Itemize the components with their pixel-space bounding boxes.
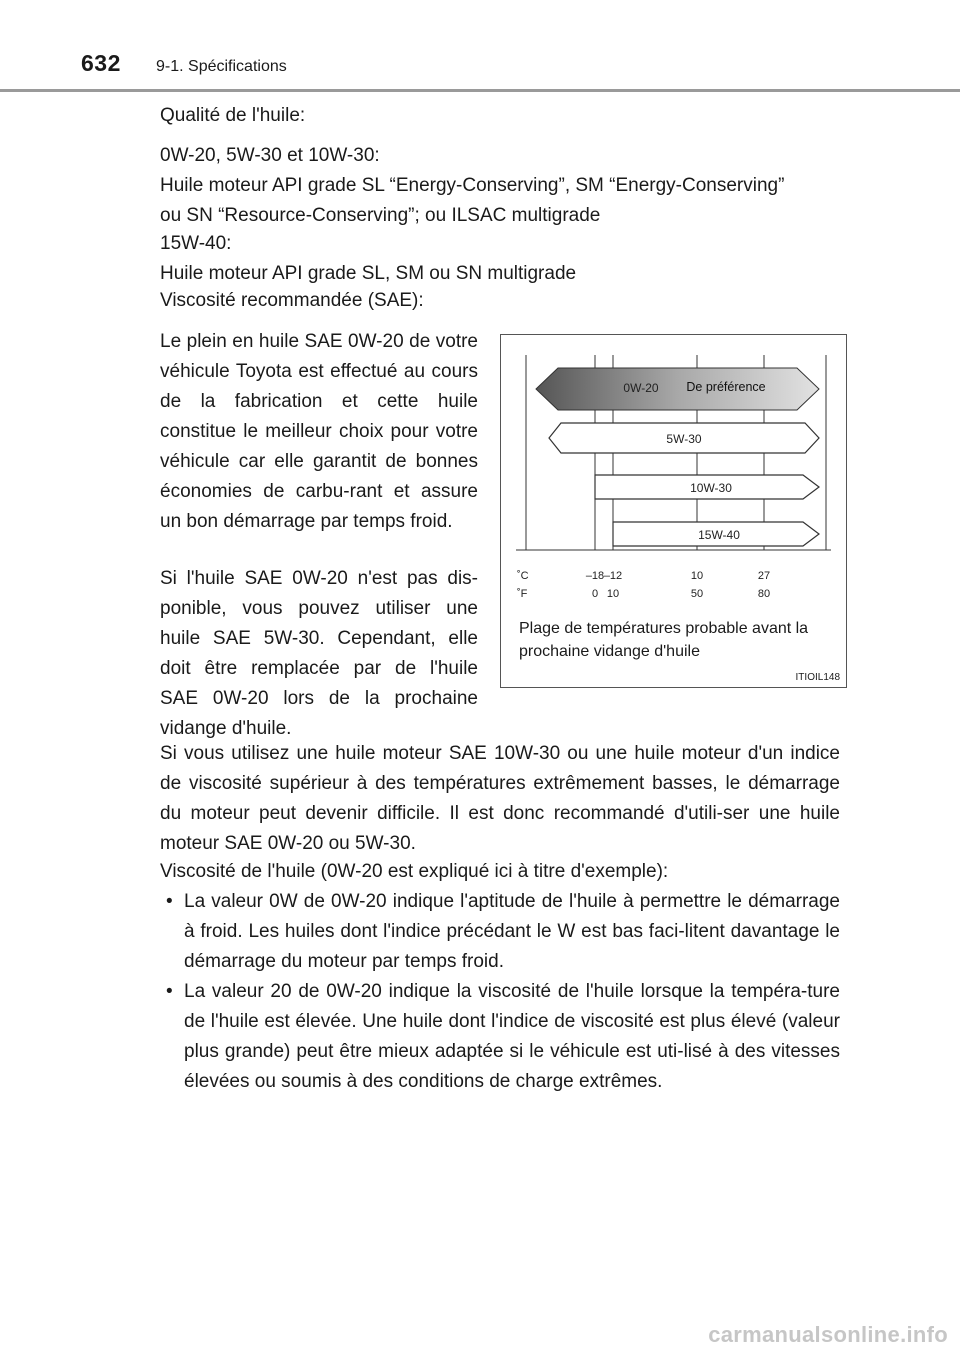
- grades-0w20-line-2: ou SN “Resource-Conserving”; ou ILSAC multigrade: [160, 205, 601, 226]
- celsius-tick-minus12: –12: [603, 570, 623, 582]
- grades-0w20-block: [160, 141, 840, 231]
- grades-0w20-title: 0W-20, 5W-30 et 10W-30:: [160, 145, 380, 166]
- bullet-text-0w: La valeur 0W de 0W-20 indique l'aptitude de l'huile à permettre le démarrage à froid. Les huiles dont l'indice précédant le W est bas faci-litent davantage le démarrage du moteur par temps froid.: [184, 891, 840, 972]
- celsius-axis: [517, 570, 770, 582]
- bar-15w40-label: 15W-40: [698, 528, 740, 542]
- celsius-tick-minus18: –18: [585, 570, 605, 582]
- bullet-text-20: La valeur 20 de 0W-20 indique la viscosité de l'huile lorsque la tempéra-ture de l'huile est élevée. Une huile dont l'indice de viscosité est plus élevé (valeur plus grande) peut être mieux adaptée si le véhicule est uti-lisé à des vitesses élevées ou soumis à des conditions de charge extrêmes.: [184, 981, 840, 1092]
- fahrenheit-unit: ˚F: [517, 588, 528, 600]
- bullet-item-0w: [160, 887, 840, 977]
- alternative-5w30-paragraph: Si l'huile SAE 0W-20 n'est pas dis-ponible, vous pouvez utiliser une huile SAE 5W-30. Cependant, elle doit être remplacée par de l'huile SAE 0W-20 lors de la prochaine vidange d'huile.: [160, 568, 478, 739]
- celsius-tick-10: 10: [690, 570, 704, 582]
- section-title: 9-1. Spécifications: [156, 58, 287, 75]
- figure-code: ITIOIL148: [795, 672, 840, 683]
- page-header: [0, 0, 960, 96]
- page-number: 632: [81, 50, 121, 76]
- bar-5w30: [549, 423, 819, 453]
- bar-10w30-label: 10W-30: [690, 481, 732, 495]
- celsius-unit: ˚C: [517, 570, 529, 582]
- bar-10w30: [595, 475, 819, 499]
- figure-caption: Plage de températures probable avant la prochaine vidange d'huile: [519, 620, 809, 660]
- bullet-dot-icon: •: [166, 891, 173, 912]
- fahrenheit-tick-80: 80: [757, 588, 771, 600]
- fahrenheit-tick-10: 10: [606, 588, 620, 600]
- bar-0w20-label: 0W-20: [623, 381, 659, 395]
- site-watermark: carmanualsonline.info: [708, 1322, 948, 1347]
- header-divider: [0, 89, 960, 92]
- oil-quality-heading: Qualité de l'huile:: [160, 105, 306, 126]
- viscosity-explanation: [160, 857, 840, 1097]
- viscosity-temperature-chart: [500, 334, 847, 688]
- bullet-dot-icon: •: [166, 981, 173, 1002]
- grades-15w40-line: Huile moteur API grade SL, SM ou SN multigrade: [160, 263, 577, 284]
- grades-15w40-title: 15W-40:: [160, 233, 232, 254]
- fahrenheit-tick-50: 50: [690, 588, 704, 600]
- viscosity-heading: Viscosité recommandée (SAE):: [160, 290, 424, 311]
- fahrenheit-axis: [517, 588, 770, 600]
- viscosity-explanation-heading: Viscosité de l'huile (0W-20 est expliqué ici à titre d'exemple):: [160, 861, 669, 882]
- factory-fill-paragraph: Le plein en huile SAE 0W-20 de votre véhicule Toyota est effectué au cours de la fabrication et cette huile constitue le meilleur choix pour votre véhicule car elle garantit de bonnes économies de carbu-rant et assure un bon démarrage par temps froid.: [160, 331, 478, 532]
- celsius-tick-27: 27: [757, 570, 771, 582]
- grades-15w40-block: [160, 229, 840, 289]
- bullet-item-20: [160, 977, 840, 1097]
- bar-0w20-note: De préférence: [686, 380, 766, 394]
- fahrenheit-tick-0: 0: [591, 588, 599, 600]
- grades-0w20-line-1: Huile moteur API grade SL “Energy-Conserving”, SM “Energy-Conserving”: [160, 175, 785, 196]
- bar-5w30-label: 5W-30: [666, 432, 702, 446]
- bar-0w20: [536, 368, 819, 410]
- high-viscosity-warning-paragraph: Si vous utilisez une huile moteur SAE 10W-30 ou une huile moteur d'un indice de viscosité supérieur à des températures extrêmement basses, le démarrage du moteur peut devenir difficile. Il est donc recommandé d'utili-ser une huile moteur SAE 0W-20 ou 5W-30.: [160, 743, 840, 854]
- bar-15w40: [613, 522, 819, 546]
